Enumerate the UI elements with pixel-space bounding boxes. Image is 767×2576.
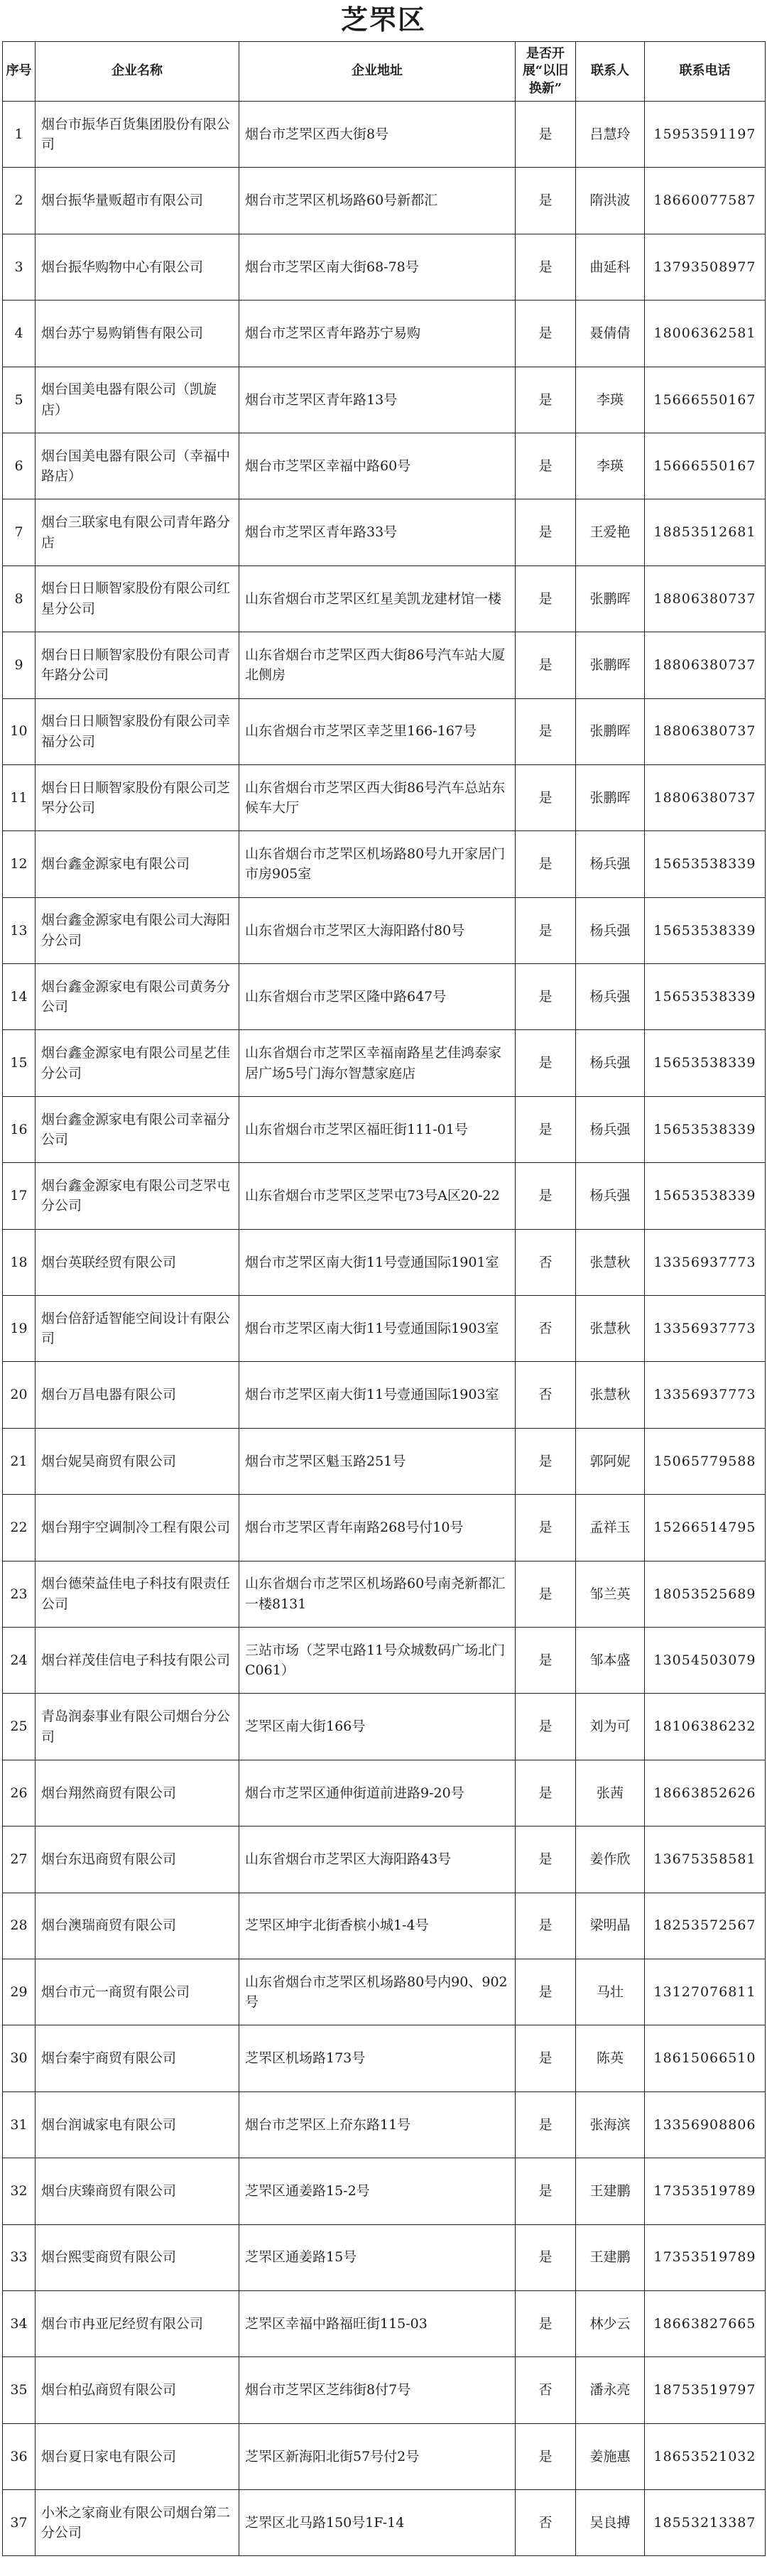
cell-no: 16 <box>3 1096 36 1162</box>
table-row <box>3 2290 766 2356</box>
cell-no: 1 <box>3 102 36 168</box>
cell-phone: 13356937773 <box>645 1229 766 1295</box>
table-row <box>3 698 766 764</box>
cell-trade-in: 是 <box>516 1030 576 1096</box>
cell-trade-in: 是 <box>516 234 576 300</box>
cell-trade-in: 是 <box>516 1627 576 1693</box>
cell-phone: 15653538339 <box>645 964 766 1030</box>
cell-enterprise-name: 烟台鑫金源家电有限公司黄务分公司 <box>36 964 239 1030</box>
cell-enterprise-name: 烟台夏日家电有限公司 <box>36 2423 239 2489</box>
cell-contact: 王建鹏 <box>576 2224 645 2290</box>
cell-enterprise-name: 烟台德荣益佳电子科技有限责任公司 <box>36 1561 239 1627</box>
cell-no: 31 <box>3 2091 36 2158</box>
cell-no: 29 <box>3 1959 36 2025</box>
cell-enterprise-name: 烟台鑫金源家电有限公司星艺佳分公司 <box>36 1030 239 1096</box>
cell-trade-in: 是 <box>516 1760 576 1826</box>
header-no: 序号 <box>3 42 36 102</box>
cell-enterprise-name: 烟台英联经贸有限公司 <box>36 1229 239 1295</box>
cell-enterprise-address: 三站市场（芝罘屯路11号众城数码广场北门C061） <box>239 1627 516 1693</box>
header-trade-in: 是否开展“以旧换新” <box>516 42 576 102</box>
cell-phone: 18006362581 <box>645 301 766 367</box>
cell-enterprise-name: 烟台日日顺智家股份有限公司青年路分公司 <box>36 632 239 698</box>
table-row <box>3 1362 766 1428</box>
cell-enterprise-address: 芝罘区北马路150号1F-14 <box>239 2490 516 2556</box>
table-row <box>3 2025 766 2091</box>
cell-contact: 杨兵强 <box>576 964 645 1030</box>
table-row <box>3 1827 766 1893</box>
cell-phone: 18653521032 <box>645 2423 766 2489</box>
cell-enterprise-name: 烟台澳瑞商贸有限公司 <box>36 1893 239 1959</box>
cell-trade-in: 是 <box>516 433 576 499</box>
cell-no: 12 <box>3 831 36 897</box>
cell-trade-in: 是 <box>516 565 576 632</box>
cell-contact: 姜作欣 <box>576 1827 645 1893</box>
cell-enterprise-name: 烟台熙雯商贸有限公司 <box>36 2224 239 2290</box>
cell-contact: 李瑛 <box>576 367 645 433</box>
cell-no: 30 <box>3 2025 36 2091</box>
cell-no: 33 <box>3 2224 36 2290</box>
cell-trade-in: 是 <box>516 1959 576 2025</box>
cell-enterprise-address: 山东省烟台市芝罘区机场路80号九开家居门市房905室 <box>239 831 516 897</box>
cell-no: 3 <box>3 234 36 300</box>
cell-no: 8 <box>3 565 36 632</box>
cell-enterprise-name: 烟台鑫金源家电有限公司芝罘屯分公司 <box>36 1163 239 1229</box>
cell-no: 4 <box>3 301 36 367</box>
cell-enterprise-address: 烟台市芝罘区通伸街道前进路9-20号 <box>239 1760 516 1826</box>
cell-trade-in: 是 <box>516 1163 576 1229</box>
cell-enterprise-name: 烟台秦宇商贸有限公司 <box>36 2025 239 2091</box>
cell-no: 14 <box>3 964 36 1030</box>
cell-enterprise-address: 山东省烟台市芝罘区福旺街111-01号 <box>239 1096 516 1162</box>
cell-contact: 隋洪波 <box>576 168 645 234</box>
cell-phone: 15953591197 <box>645 102 766 168</box>
cell-enterprise-name: 烟台庆臻商贸有限公司 <box>36 2158 239 2224</box>
cell-trade-in: 是 <box>516 102 576 168</box>
cell-enterprise-address: 山东省烟台市芝罘区幸芝里166-167号 <box>239 698 516 764</box>
table-row <box>3 2224 766 2290</box>
cell-contact: 吴良搏 <box>576 2490 645 2556</box>
cell-no: 21 <box>3 1428 36 1494</box>
cell-phone: 18753519797 <box>645 2357 766 2423</box>
cell-enterprise-address: 芝罘区新海阳北街57号付2号 <box>239 2423 516 2489</box>
cell-enterprise-name: 烟台万昌电器有限公司 <box>36 1362 239 1428</box>
cell-phone: 18615066510 <box>645 2025 766 2091</box>
cell-enterprise-address: 烟台市芝罘区青年南路268号付10号 <box>239 1495 516 1561</box>
cell-trade-in: 是 <box>516 2423 576 2489</box>
cell-phone: 15653538339 <box>645 897 766 963</box>
cell-no: 18 <box>3 1229 36 1295</box>
cell-enterprise-name: 烟台鑫金源家电有限公司大海阳分公司 <box>36 897 239 963</box>
cell-contact: 张鹏晖 <box>576 698 645 764</box>
cell-phone: 18106386232 <box>645 1694 766 1760</box>
cell-enterprise-name: 烟台润诚家电有限公司 <box>36 2091 239 2158</box>
cell-enterprise-address: 芝罘区通姜路15号 <box>239 2224 516 2290</box>
cell-phone: 18553213387 <box>645 2490 766 2556</box>
cell-trade-in: 否 <box>516 1362 576 1428</box>
table-row <box>3 964 766 1030</box>
cell-contact: 邹本盛 <box>576 1627 645 1693</box>
cell-enterprise-address: 芝罘区南大街166号 <box>239 1694 516 1760</box>
cell-phone: 18806380737 <box>645 698 766 764</box>
cell-contact: 张海滨 <box>576 2091 645 2158</box>
cell-enterprise-address: 山东省烟台市芝罘区机场路80号内90、902号 <box>239 1959 516 2025</box>
cell-phone: 13793508977 <box>645 234 766 300</box>
cell-enterprise-name: 烟台苏宁易购销售有限公司 <box>36 301 239 367</box>
cell-trade-in: 是 <box>516 698 576 764</box>
cell-trade-in: 是 <box>516 2224 576 2290</box>
cell-trade-in: 是 <box>516 1495 576 1561</box>
table-row <box>3 831 766 897</box>
cell-phone: 13675358581 <box>645 1827 766 1893</box>
cell-enterprise-address: 芝罘区幸福中路福旺街115-03 <box>239 2290 516 2356</box>
cell-enterprise-address: 山东省烟台市芝罘区隆中路647号 <box>239 964 516 1030</box>
cell-contact: 李瑛 <box>576 433 645 499</box>
cell-enterprise-name: 烟台振华购物中心有限公司 <box>36 234 239 300</box>
cell-contact: 杨兵强 <box>576 1030 645 1096</box>
cell-no: 13 <box>3 897 36 963</box>
cell-contact: 陈英 <box>576 2025 645 2091</box>
cell-phone: 18806380737 <box>645 764 766 830</box>
table-row <box>3 1229 766 1295</box>
cell-no: 11 <box>3 764 36 830</box>
table-row <box>3 764 766 830</box>
cell-phone: 15666550167 <box>645 433 766 499</box>
cell-enterprise-name: 烟台市元一商贸有限公司 <box>36 1959 239 2025</box>
cell-contact: 刘为可 <box>576 1694 645 1760</box>
cell-contact: 马壮 <box>576 1959 645 2025</box>
cell-contact: 郭阿妮 <box>576 1428 645 1494</box>
table-row <box>3 1561 766 1627</box>
cell-enterprise-name: 烟台日日顺智家股份有限公司幸福分公司 <box>36 698 239 764</box>
cell-phone: 15065779588 <box>645 1428 766 1494</box>
table-row <box>3 2091 766 2158</box>
cell-trade-in: 是 <box>516 897 576 963</box>
cell-phone: 18660077587 <box>645 168 766 234</box>
cell-enterprise-address: 山东省烟台市芝罘区芝罘屯73号A区20-22 <box>239 1163 516 1229</box>
header-phone: 联系电话 <box>645 42 766 102</box>
cell-trade-in: 是 <box>516 301 576 367</box>
cell-enterprise-address: 烟台市芝罘区机场路60号新都汇 <box>239 168 516 234</box>
cell-enterprise-name: 烟台翔宇空调制冷工程有限公司 <box>36 1495 239 1561</box>
cell-no: 22 <box>3 1495 36 1561</box>
cell-phone: 13054503079 <box>645 1627 766 1693</box>
table-row <box>3 433 766 499</box>
header-name: 企业名称 <box>36 42 239 102</box>
cell-phone: 13127076811 <box>645 1959 766 2025</box>
table-header-row <box>3 42 766 102</box>
cell-contact: 姜施惠 <box>576 2423 645 2489</box>
cell-enterprise-address: 山东省烟台市芝罘区西大街86号汽车总站东候车大厅 <box>239 764 516 830</box>
cell-contact: 王建鹏 <box>576 2158 645 2224</box>
cell-trade-in: 否 <box>516 1229 576 1295</box>
cell-trade-in: 是 <box>516 168 576 234</box>
cell-contact: 潘永亮 <box>576 2357 645 2423</box>
cell-phone: 15653538339 <box>645 831 766 897</box>
cell-no: 9 <box>3 632 36 698</box>
cell-trade-in: 是 <box>516 831 576 897</box>
cell-enterprise-address: 烟台市芝罘区南大街68-78号 <box>239 234 516 300</box>
cell-contact: 张鹏晖 <box>576 632 645 698</box>
table-row <box>3 2357 766 2423</box>
enterprise-table <box>2 41 766 2556</box>
cell-phone: 17353519789 <box>645 2158 766 2224</box>
cell-contact: 杨兵强 <box>576 897 645 963</box>
cell-enterprise-address: 烟台市芝罘区上夼东路11号 <box>239 2091 516 2158</box>
table-row <box>3 632 766 698</box>
cell-enterprise-name: 烟台市冉亚尼经贸有限公司 <box>36 2290 239 2356</box>
cell-enterprise-address: 山东省烟台市芝罘区西大街86号汽车站大厦北侧房 <box>239 632 516 698</box>
cell-no: 10 <box>3 698 36 764</box>
cell-phone: 17353519789 <box>645 2224 766 2290</box>
table-row <box>3 168 766 234</box>
table-row <box>3 234 766 300</box>
cell-enterprise-address: 烟台市芝罘区南大街11号壹通国际1901室 <box>239 1229 516 1295</box>
cell-no: 36 <box>3 2423 36 2489</box>
cell-no: 15 <box>3 1030 36 1096</box>
cell-contact: 林少云 <box>576 2290 645 2356</box>
table-row <box>3 565 766 632</box>
table-body <box>3 102 766 2556</box>
cell-enterprise-name: 烟台国美电器有限公司（幸福中路店） <box>36 433 239 499</box>
cell-trade-in: 是 <box>516 632 576 698</box>
cell-enterprise-name: 烟台柏弘商贸有限公司 <box>36 2357 239 2423</box>
cell-no: 5 <box>3 367 36 433</box>
cell-enterprise-address: 烟台市芝罘区芝纬街8付7号 <box>239 2357 516 2423</box>
header-address: 企业地址 <box>239 42 516 102</box>
cell-contact: 吕慧玲 <box>576 102 645 168</box>
cell-no: 19 <box>3 1296 36 1362</box>
table-row <box>3 102 766 168</box>
cell-enterprise-name: 烟台国美电器有限公司（凯旋店） <box>36 367 239 433</box>
cell-enterprise-address: 烟台市芝罘区青年路苏宁易购 <box>239 301 516 367</box>
cell-enterprise-address: 山东省烟台市芝罘区红星美凯龙建材馆一楼 <box>239 565 516 632</box>
cell-trade-in: 是 <box>516 2158 576 2224</box>
cell-enterprise-name: 烟台东迅商贸有限公司 <box>36 1827 239 1893</box>
cell-enterprise-address: 山东省烟台市芝罘区大海阳路43号 <box>239 1827 516 1893</box>
cell-enterprise-address: 烟台市芝罘区南大街11号壹通国际1903室 <box>239 1296 516 1362</box>
cell-enterprise-name: 烟台日日顺智家股份有限公司红星分公司 <box>36 565 239 632</box>
table-row <box>3 1296 766 1362</box>
cell-phone: 18663827665 <box>645 2290 766 2356</box>
cell-contact: 孟祥玉 <box>576 1495 645 1561</box>
cell-enterprise-address: 山东省烟台市芝罘区大海阳路付80号 <box>239 897 516 963</box>
cell-no: 26 <box>3 1760 36 1826</box>
cell-trade-in: 是 <box>516 1893 576 1959</box>
cell-phone: 15653538339 <box>645 1096 766 1162</box>
cell-enterprise-address: 烟台市芝罘区魁玉路251号 <box>239 1428 516 1494</box>
cell-no: 20 <box>3 1362 36 1428</box>
cell-no: 37 <box>3 2490 36 2556</box>
cell-no: 35 <box>3 2357 36 2423</box>
cell-no: 32 <box>3 2158 36 2224</box>
cell-contact: 张慧秋 <box>576 1296 645 1362</box>
cell-contact: 张慧秋 <box>576 1362 645 1428</box>
cell-phone: 15266514795 <box>645 1495 766 1561</box>
table-row <box>3 1030 766 1096</box>
cell-contact: 张鹏晖 <box>576 764 645 830</box>
cell-phone: 18806380737 <box>645 565 766 632</box>
table-row <box>3 2423 766 2489</box>
cell-enterprise-name: 青岛润泰事业有限公司烟台分公司 <box>36 1694 239 1760</box>
cell-phone: 13356908806 <box>645 2091 766 2158</box>
table-row <box>3 499 766 565</box>
cell-enterprise-address: 烟台市芝罘区南大街11号壹通国际1903室 <box>239 1362 516 1428</box>
cell-trade-in: 否 <box>516 2490 576 2556</box>
cell-trade-in: 是 <box>516 2025 576 2091</box>
cell-contact: 杨兵强 <box>576 1163 645 1229</box>
table-row <box>3 1760 766 1826</box>
cell-enterprise-name: 烟台祥茂佳信电子科技有限公司 <box>36 1627 239 1693</box>
cell-contact: 杨兵强 <box>576 1096 645 1162</box>
cell-contact: 张慧秋 <box>576 1229 645 1295</box>
cell-no: 23 <box>3 1561 36 1627</box>
header-contact: 联系人 <box>576 42 645 102</box>
cell-trade-in: 是 <box>516 1694 576 1760</box>
cell-trade-in: 是 <box>516 964 576 1030</box>
cell-phone: 18663852626 <box>645 1760 766 1826</box>
cell-enterprise-address: 芝罘区通姜路15-2号 <box>239 2158 516 2224</box>
cell-no: 25 <box>3 1694 36 1760</box>
table-row <box>3 1096 766 1162</box>
cell-contact: 杨兵强 <box>576 831 645 897</box>
cell-phone: 18053525689 <box>645 1561 766 1627</box>
cell-trade-in: 是 <box>516 2091 576 2158</box>
cell-phone: 15653538339 <box>645 1030 766 1096</box>
table-row <box>3 1163 766 1229</box>
cell-no: 2 <box>3 168 36 234</box>
table-row <box>3 1959 766 2025</box>
cell-contact: 邹兰英 <box>576 1561 645 1627</box>
cell-phone: 13356937773 <box>645 1296 766 1362</box>
cell-contact: 聂倩倩 <box>576 301 645 367</box>
table-row <box>3 2490 766 2556</box>
cell-enterprise-name: 烟台振华量贩超市有限公司 <box>36 168 239 234</box>
cell-enterprise-address: 烟台市芝罘区西大街8号 <box>239 102 516 168</box>
cell-enterprise-address: 烟台市芝罘区青年路13号 <box>239 367 516 433</box>
cell-contact: 曲延科 <box>576 234 645 300</box>
cell-enterprise-address: 芝罘区机场路173号 <box>239 2025 516 2091</box>
cell-no: 6 <box>3 433 36 499</box>
cell-no: 28 <box>3 1893 36 1959</box>
table-row <box>3 1428 766 1494</box>
cell-enterprise-name: 小米之家商业有限公司烟台第二分公司 <box>36 2490 239 2556</box>
cell-no: 17 <box>3 1163 36 1229</box>
cell-enterprise-name: 烟台妮昊商贸有限公司 <box>36 1428 239 1494</box>
table-row <box>3 1893 766 1959</box>
cell-enterprise-name: 烟台翔然商贸有限公司 <box>36 1760 239 1826</box>
cell-enterprise-name: 烟台鑫金源家电有限公司 <box>36 831 239 897</box>
cell-enterprise-name: 烟台倍舒适智能空间设计有限公司 <box>36 1296 239 1362</box>
cell-trade-in: 是 <box>516 1561 576 1627</box>
cell-contact: 王爱艳 <box>576 499 645 565</box>
cell-enterprise-address: 芝罘区坤宇北街香槟小城1-4号 <box>239 1893 516 1959</box>
cell-trade-in: 是 <box>516 2290 576 2356</box>
cell-enterprise-name: 烟台市振华百货集团股份有限公司 <box>36 102 239 168</box>
table-row <box>3 367 766 433</box>
cell-no: 24 <box>3 1627 36 1693</box>
cell-enterprise-address: 烟台市芝罘区青年路33号 <box>239 499 516 565</box>
cell-trade-in: 是 <box>516 367 576 433</box>
cell-no: 34 <box>3 2290 36 2356</box>
cell-no: 27 <box>3 1827 36 1893</box>
cell-enterprise-name: 烟台日日顺智家股份有限公司芝罘分公司 <box>36 764 239 830</box>
cell-trade-in: 是 <box>516 764 576 830</box>
cell-contact: 梁明晶 <box>576 1893 645 1959</box>
cell-trade-in: 是 <box>516 499 576 565</box>
cell-contact: 张鹏晖 <box>576 565 645 632</box>
cell-phone: 15653538339 <box>645 1163 766 1229</box>
table-row <box>3 897 766 963</box>
cell-enterprise-address: 山东省烟台市芝罘区幸福南路星艺佳鸿泰家居广场5号门海尔智慧家庭店 <box>239 1030 516 1096</box>
cell-phone: 15666550167 <box>645 367 766 433</box>
cell-contact: 张茜 <box>576 1760 645 1826</box>
cell-enterprise-name: 烟台鑫金源家电有限公司幸福分公司 <box>36 1096 239 1162</box>
cell-phone: 13356937773 <box>645 1362 766 1428</box>
cell-phone: 18806380737 <box>645 632 766 698</box>
table-row <box>3 301 766 367</box>
table-row <box>3 1495 766 1561</box>
cell-enterprise-name: 烟台三联家电有限公司青年路分店 <box>36 499 239 565</box>
cell-enterprise-address: 山东省烟台市芝罘区机场路60号南尧新都汇一楼8131 <box>239 1561 516 1627</box>
table-row <box>3 1627 766 1693</box>
cell-trade-in: 是 <box>516 1428 576 1494</box>
cell-trade-in: 是 <box>516 1096 576 1162</box>
cell-phone: 18253572567 <box>645 1893 766 1959</box>
page-title: 芝罘区 <box>340 4 426 36</box>
table-row <box>3 2158 766 2224</box>
table-row <box>3 1694 766 1760</box>
cell-no: 7 <box>3 499 36 565</box>
cell-phone: 18853512681 <box>645 499 766 565</box>
cell-trade-in: 否 <box>516 1296 576 1362</box>
cell-trade-in: 是 <box>516 1827 576 1893</box>
cell-enterprise-address: 烟台市芝罘区幸福中路60号 <box>239 433 516 499</box>
cell-trade-in: 否 <box>516 2357 576 2423</box>
